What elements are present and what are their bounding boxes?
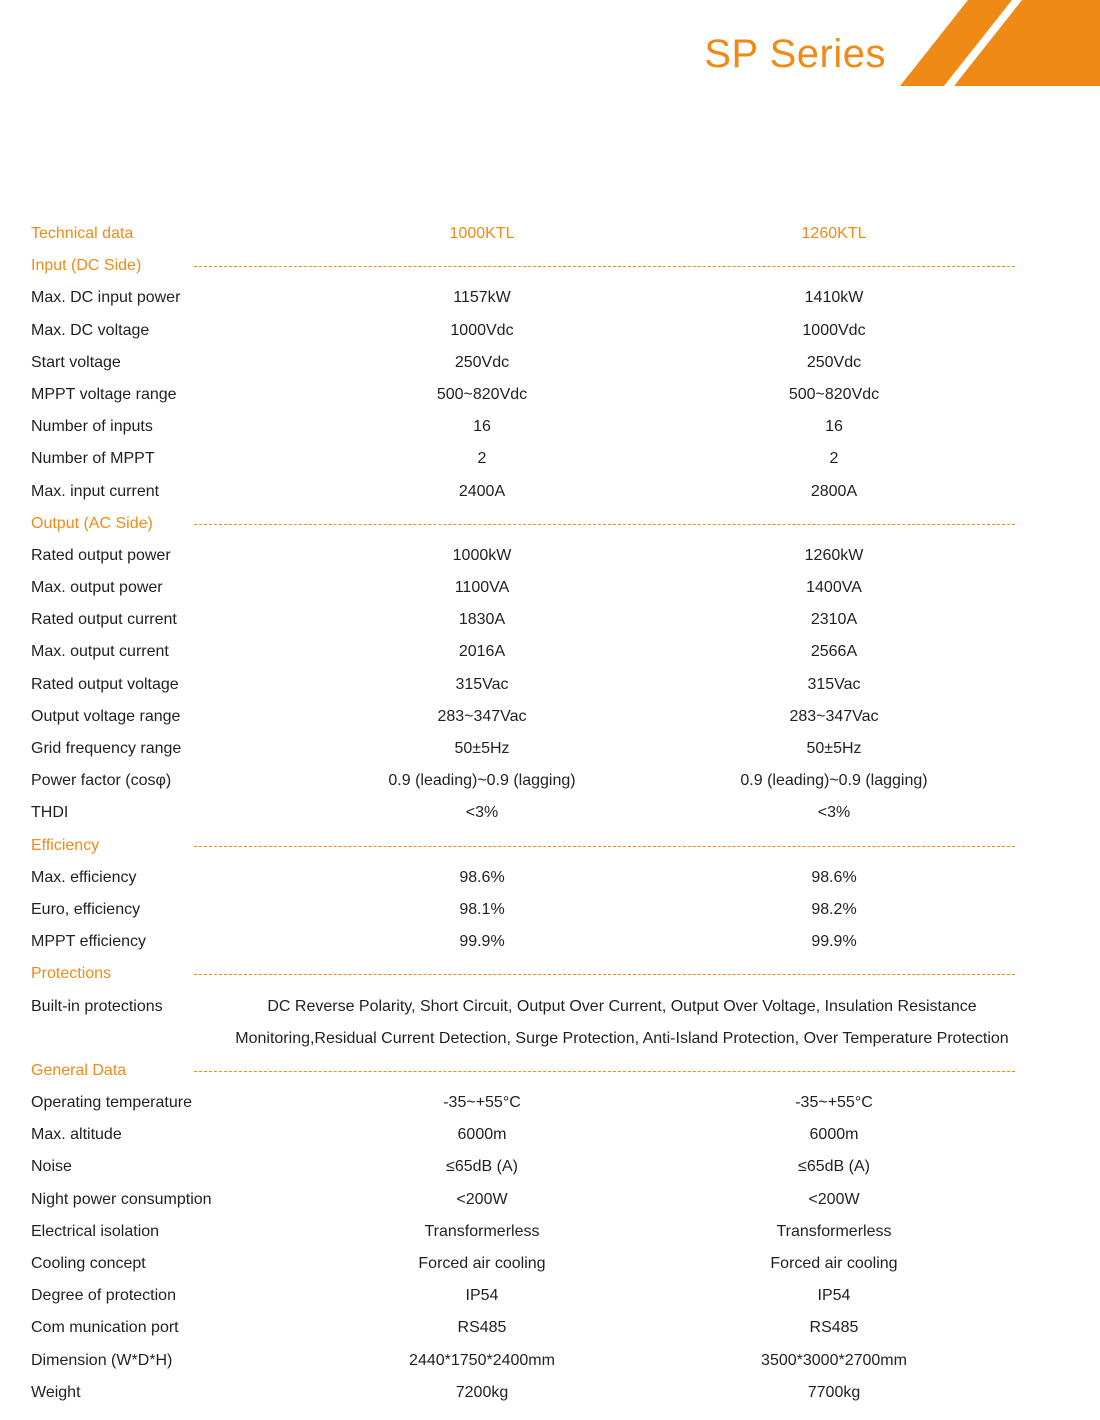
value-1260ktl: 7700kg	[807, 1383, 861, 1401]
table-row	[0, 604, 1100, 636]
table-row	[0, 733, 1100, 765]
table-row	[0, 411, 1100, 443]
row-label: Max. altitude	[31, 1126, 122, 1144]
section-title: Efficiency	[31, 836, 100, 854]
protections-line-1: DC Reverse Polarity, Short Circuit, Output Over Current, Output Over Voltage, Insulation Resistance	[267, 997, 977, 1015]
row-label: Degree of protection	[31, 1287, 176, 1305]
section-title: Protections	[31, 965, 112, 983]
row-label: Electrical isolation	[31, 1222, 160, 1240]
row-label: MPPT voltage range	[31, 385, 177, 403]
section-protections	[0, 958, 1100, 990]
row-label: Cooling concept	[31, 1255, 146, 1272]
table-row	[0, 765, 1100, 797]
row-label: Output voltage range	[31, 707, 181, 725]
section-efficiency	[0, 830, 1100, 862]
table-row	[0, 1216, 1100, 1248]
table-row	[0, 1345, 1100, 1377]
value-1000ktl: 2016A	[458, 643, 506, 661]
table-row	[0, 1377, 1100, 1409]
row-label: Night power consumption	[31, 1190, 212, 1208]
row-label: THDI	[31, 804, 69, 822]
row-label: Rated output power	[31, 546, 171, 564]
value-1260ktl: 1400VA	[806, 579, 862, 597]
value-1260ktl: 3500*3000*2700mm	[761, 1351, 907, 1369]
table-row	[0, 572, 1100, 604]
value-1000ktl: 2	[477, 450, 487, 468]
technical-data-table	[0, 218, 1100, 1409]
table-row	[0, 1087, 1100, 1119]
value-1260ktl: 1260kW	[804, 546, 864, 564]
value-1260ktl: <3%	[817, 804, 851, 822]
row-label: Euro, efficiency	[31, 900, 141, 918]
section-title: Output (AC Side)	[31, 514, 153, 532]
section-input-dc	[0, 250, 1100, 282]
value-1000ktl: 2400A	[458, 482, 506, 500]
technical-data-heading: Technical data	[31, 225, 134, 242]
table-row	[0, 991, 1100, 1023]
value-1000ktl: 500~820Vdc	[436, 385, 528, 403]
value-1260ktl: 283~347Vac	[789, 707, 879, 725]
value-1000ktl: 7200kg	[455, 1383, 509, 1401]
value-1260ktl: Forced air cooling	[770, 1255, 898, 1272]
value-1260ktl: 2310A	[810, 611, 858, 629]
value-1000ktl: ≤65dB (A)	[446, 1158, 518, 1176]
value-1260ktl: 315Vac	[807, 675, 861, 693]
row-label: Rated output voltage	[31, 675, 179, 693]
table-row	[0, 379, 1100, 411]
value-1000ktl: 98.6%	[459, 868, 505, 886]
table-row	[0, 1184, 1100, 1216]
row-label: Number of inputs	[31, 418, 153, 436]
value-1000ktl: IP54	[465, 1287, 499, 1305]
table-row	[0, 926, 1100, 958]
header-stripe-graphic	[880, 0, 1100, 86]
row-label: Max. efficiency	[31, 868, 137, 886]
dashed-divider	[194, 1071, 1015, 1072]
value-1260ktl: 2	[829, 450, 839, 468]
section-title: Input (DC Side)	[31, 257, 142, 275]
value-1260ktl: 99.9%	[811, 933, 857, 951]
value-1260ktl: 250Vdc	[806, 353, 862, 371]
table-row	[0, 1280, 1100, 1312]
table-row	[0, 797, 1100, 829]
value-1000ktl: 6000m	[457, 1126, 507, 1144]
value-1000ktl: <3%	[465, 804, 499, 822]
table-row	[0, 1151, 1100, 1183]
row-label: Power factor (cosφ)	[31, 772, 172, 790]
table-row	[0, 347, 1100, 379]
dashed-divider	[194, 846, 1015, 847]
table-row	[0, 315, 1100, 347]
value-1000ktl: RS485	[457, 1319, 507, 1337]
row-label: Com munication port	[31, 1319, 179, 1337]
value-1000ktl: 99.9%	[459, 933, 505, 951]
value-1000ktl: 50±5Hz	[454, 740, 510, 757]
row-label: Max. DC voltage	[31, 321, 150, 339]
row-label: Weight	[31, 1383, 81, 1401]
row-label: Start voltage	[31, 353, 121, 371]
series-title: SP Series	[704, 32, 886, 76]
value-1260ktl: 16	[825, 418, 843, 436]
table-row	[0, 443, 1100, 475]
row-label: Max. input current	[31, 482, 160, 500]
value-1000ktl: 16	[473, 418, 491, 436]
row-label: Grid frequency range	[31, 740, 182, 757]
section-general-data	[0, 1055, 1100, 1087]
row-label: Operating temperature	[31, 1094, 192, 1112]
value-1000ktl: 250Vdc	[454, 353, 510, 371]
value-1000ktl: 1000Vdc	[450, 321, 514, 339]
value-1260ktl: 1410kW	[804, 289, 864, 307]
value-1260ktl: IP54	[817, 1287, 851, 1305]
table-row	[0, 894, 1100, 926]
table-row	[0, 1023, 1100, 1055]
row-label: Built-in protections	[31, 997, 163, 1015]
value-1260ktl: ≤65dB (A)	[798, 1158, 870, 1176]
protections-line-2: Monitoring,Residual Current Detection, Surge Protection, Anti-Island Protection, Over Temperature Protection	[235, 1029, 1009, 1047]
value-1260ktl: -35~+55°C	[795, 1094, 873, 1112]
value-1000ktl: 0.9 (leading)~0.9 (lagging)	[388, 772, 576, 790]
row-label: Max. output power	[31, 579, 163, 597]
dashed-divider	[194, 266, 1015, 267]
table-header-row	[0, 218, 1100, 250]
value-1000ktl: 1100VA	[454, 579, 510, 597]
table-row	[0, 669, 1100, 701]
table-row	[0, 476, 1100, 508]
value-1260ktl: 98.2%	[811, 900, 857, 918]
value-1000ktl: Transformerless	[424, 1222, 540, 1240]
value-1000ktl: 1830A	[458, 611, 506, 629]
value-1000ktl: 315Vac	[455, 675, 509, 693]
value-1000ktl: <200W	[456, 1190, 508, 1208]
row-label: Rated output current	[31, 611, 177, 629]
value-1260ktl: 98.6%	[811, 868, 857, 886]
value-1000ktl: -35~+55°C	[443, 1094, 521, 1112]
value-1000ktl: 283~347Vac	[437, 707, 527, 725]
table-row	[0, 1312, 1100, 1344]
row-label: MPPT efficiency	[31, 933, 147, 951]
table-row	[0, 862, 1100, 894]
value-1260ktl: <200W	[808, 1190, 860, 1208]
dashed-divider	[194, 524, 1015, 525]
table-row	[0, 540, 1100, 572]
value-1000ktl: Forced air cooling	[418, 1255, 546, 1272]
dashed-divider	[194, 974, 1015, 975]
value-1000ktl: 98.1%	[459, 900, 505, 918]
section-output-ac	[0, 508, 1100, 540]
value-1260ktl: Transformerless	[776, 1222, 892, 1240]
value-1260ktl: 2566A	[810, 643, 858, 661]
table-row	[0, 1119, 1100, 1151]
table-row	[0, 636, 1100, 668]
row-label: Number of MPPT	[31, 450, 155, 468]
row-label: Max. DC input power	[31, 289, 181, 307]
section-title: General Data	[31, 1061, 127, 1079]
value-1260ktl: RS485	[809, 1319, 859, 1337]
row-label: Noise	[31, 1158, 72, 1176]
value-1000ktl: 1000kW	[452, 546, 512, 564]
value-1260ktl: 500~820Vdc	[788, 385, 880, 403]
value-1260ktl: 2800A	[810, 482, 858, 500]
row-label: Max. output current	[31, 643, 169, 661]
table-row	[0, 282, 1100, 314]
value-1260ktl: 50±5Hz	[806, 740, 862, 757]
value-1000ktl: 2440*1750*2400mm	[409, 1351, 555, 1369]
value-1260ktl: 6000m	[809, 1126, 859, 1144]
value-1260ktl: 1000Vdc	[802, 321, 866, 339]
table-row	[0, 1248, 1100, 1280]
row-label: Dimension (W*D*H)	[31, 1351, 173, 1369]
model-1000ktl-heading: 1000KTL	[449, 225, 515, 242]
value-1000ktl: 1157kW	[453, 289, 511, 307]
value-1260ktl: 0.9 (leading)~0.9 (lagging)	[740, 772, 928, 790]
table-row	[0, 701, 1100, 733]
model-1260ktl-heading: 1260KTL	[801, 225, 867, 242]
